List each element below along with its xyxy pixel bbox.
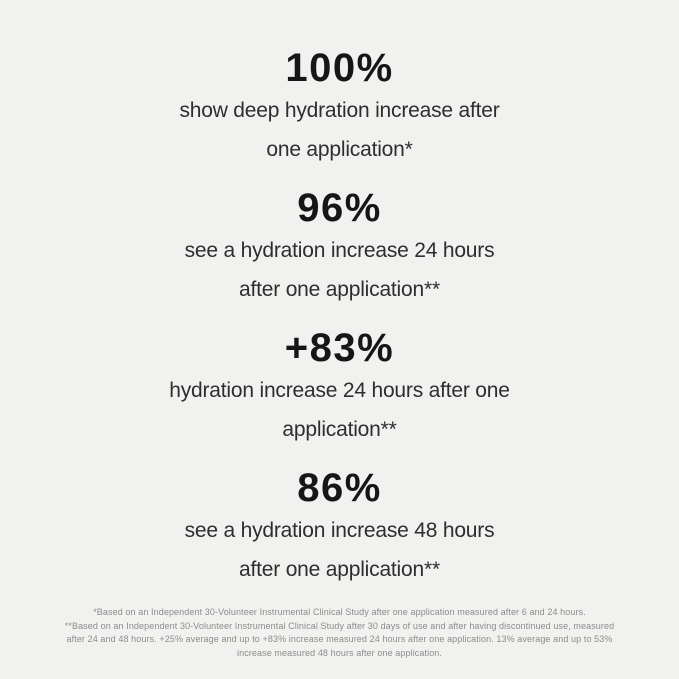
stat-description-line: application** [282, 417, 397, 441]
stat-block-hydration-24h-seen [0, 186, 679, 309]
stat-description-line: see a hydration increase 48 hours [184, 519, 495, 542]
footnote-line: increase measured 48 hours after one application. [236, 647, 443, 658]
stat-description-line: see a hydration increase 24 hours [184, 239, 495, 262]
stat-description-line: after one application** [239, 277, 440, 301]
stat-description-line: after one application** [239, 557, 440, 581]
stat-block-hydration-48h-seen [0, 466, 679, 589]
stat-block-hydration-24h-increase [0, 326, 679, 449]
stat-description-line: show deep hydration increase after [179, 99, 500, 122]
footnote-line: after 24 and 48 hours. +25% average and up to +83% increase measured 24 hours after one application. 13% average and up to 53% [66, 634, 613, 644]
stat-description-line: one application* [266, 137, 413, 161]
stat-description-line: hydration increase 24 hours after one [169, 379, 510, 402]
footnote-line: *Based on an Independent 30-Volunteer Instrumental Clinical Study after one application measured after 6 and 24 hours. [93, 607, 586, 617]
footnotes [0, 606, 679, 660]
footnote-line: **Based on an Independent 30-Volunteer Instrumental Clinical Study after 30 days of use and after having discontinued use, measured [64, 620, 615, 631]
stat-value: 96% [297, 186, 382, 230]
stat-value: 100% [285, 46, 394, 90]
stat-value: 86% [297, 466, 382, 510]
stat-value: +83% [284, 326, 395, 370]
stat-block-deep-hydration [0, 46, 679, 169]
